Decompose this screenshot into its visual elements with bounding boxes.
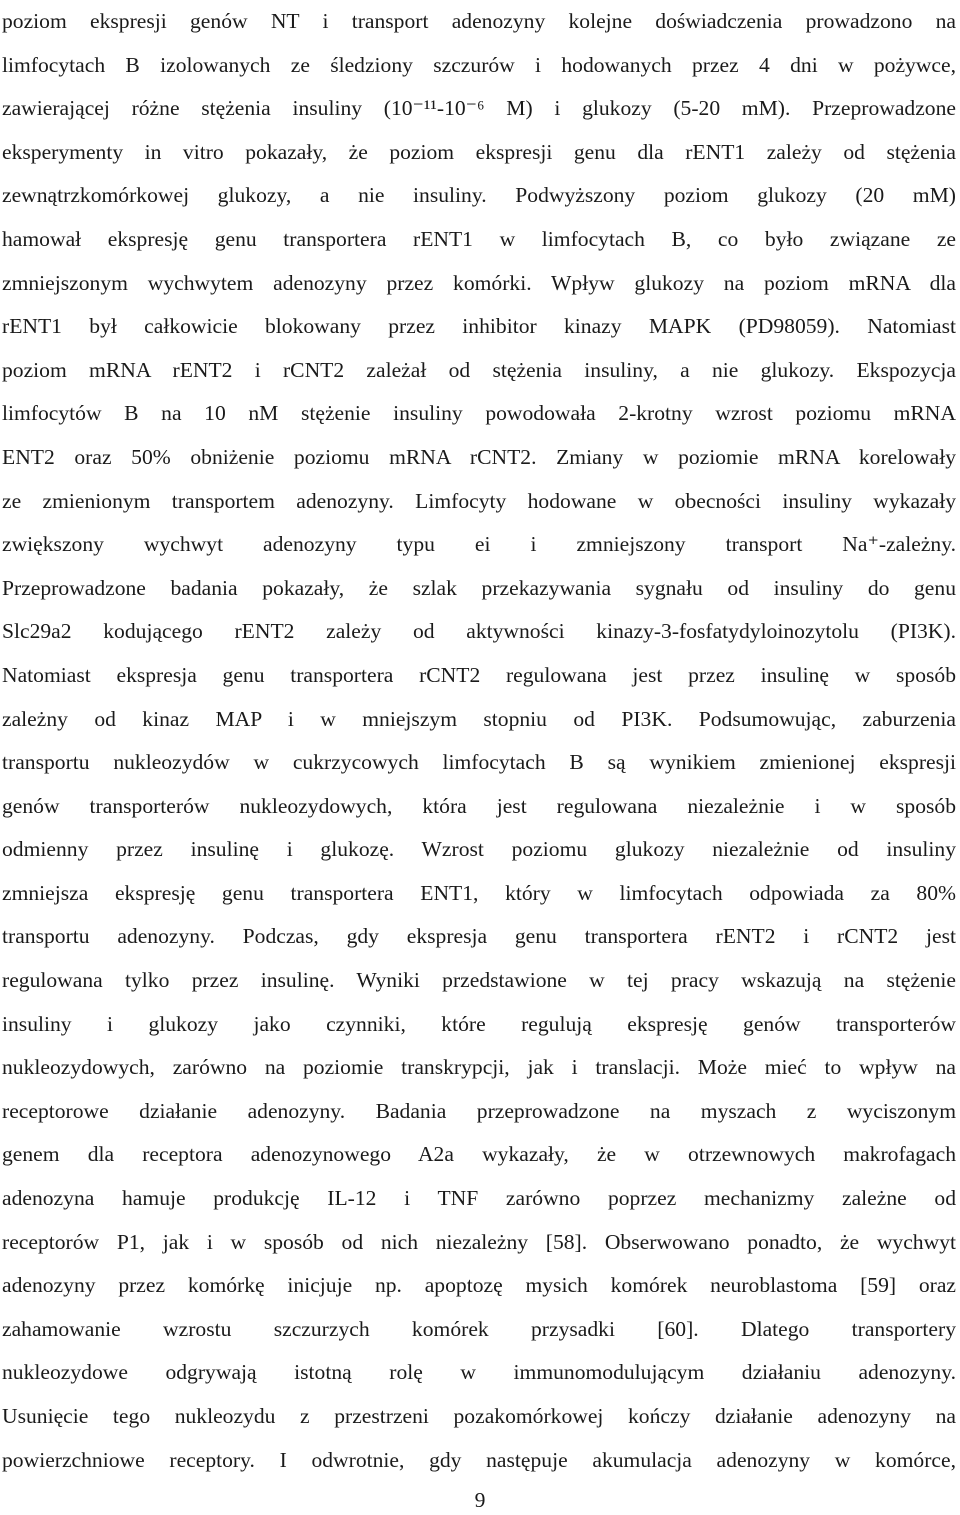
text-line: limfocytów B na 10 nM stężenie insuliny powodowała 2-krotny wzrost poziomu mRNA [2, 401, 956, 426]
text-line: poziom ekspresji genów NT i transport adenozyny kolejne doświadczenia prowadzono na [2, 9, 956, 33]
text-line: odmienny przez insulinę i glukozę. Wzrost poziomu glukozy niezależnie od insuliny [2, 837, 956, 862]
text-line: zahamowanie wzrostu szczurzych komórek przysadki [60]. Dlatego transportery [2, 1316, 956, 1341]
text-line: zawierającej różne stężenia insuliny (10⁻¹¹-10⁻⁶ M) i glukozy (5-20 mM). Przeprowadzone [2, 96, 956, 121]
text-line: zmniejsza ekspresję genu transportera ENT1, który w limfocytach odpowiada za 80% [2, 880, 956, 905]
text-line: Slc29a2 kodującego rENT2 zależy od aktywności kinazy-3-fosfatydyloinozytolu (PI3K). [2, 619, 956, 644]
text-line: adenozyny przez komórkę inicjuje np. apoptozę mysich komórek neuroblastoma [59] oraz [2, 1273, 956, 1298]
text-line: Przeprowadzone badania pokazały, że szlak przekazywania sygnału od insuliny do genu [2, 575, 956, 600]
text-line: insuliny i glukozy jako czynniki, które regulują ekspresję genów transporterów [2, 1011, 956, 1036]
text-line: eksperymenty in vitro pokazały, że poziom ekspresji genu dla rENT1 zależy od stężenia [2, 139, 956, 164]
text-line: rENT1 był całkowicie blokowany przez inhibitor kinazy MAPK (PD98059). Natomiast [2, 314, 956, 339]
text-line: zewnątrzkomórkowej glukozy, a nie insuliny. Podwyższony poziom glukozy (20 mM) [2, 183, 956, 208]
text-line: poziom mRNA rENT2 i rCNT2 zależał od stężenia insuliny, a nie glukozy. Ekspozycja [2, 357, 956, 382]
body-paragraph [2, 0, 956, 1482]
text-line: hamował ekspresję genu transportera rENT1 w limfocytach B, co było związane ze [2, 226, 956, 251]
text-line: limfocytach B izolowanych ze śledziony szczurów i hodowanych przez 4 dni w pożywce, [2, 52, 956, 77]
text-line: powierzchniowe receptory. I odwrotnie, gdy następuje akumulacja adenozyny w komórce, [2, 1447, 956, 1472]
text-line: regulowana tylko przez insulinę. Wyniki przedstawione w tej pracy wskazują na stężenie [2, 968, 956, 993]
text-line: receptorowe działanie adenozyny. Badania przeprowadzone na myszach z wyciszonym [2, 1098, 956, 1123]
text-line: adenozyna hamuje produkcję IL-12 i TNF zarówno poprzez mechanizmy zależne od [2, 1186, 956, 1211]
text-line: receptorów P1, jak i w sposób od nich niezależny [58]. Obserwowano ponadto, że wychwyt [2, 1229, 956, 1254]
text-line: zwiększony wychwyt adenozyny typu ei i zmniejszony transport Na⁺-zależny. [2, 532, 956, 557]
text-line: nukleozydowych, zarówno na poziomie transkrypcji, jak i translacji. Może mieć to wpływ na [2, 1055, 956, 1080]
text-line: zmniejszonym wychwytem adenozyny przez komórki. Wpływ glukozy na poziom mRNA dla [2, 270, 956, 295]
text-line: nukleozydowe odgrywają istotną rolę w immunomodulującym działaniu adenozyny. [2, 1360, 956, 1385]
text-line: Usunięcie tego nukleozydu z przestrzeni pozakomórkowej kończy działanie adenozyny na [2, 1404, 956, 1428]
page-number: 9 [474, 1488, 486, 1512]
text-line: ze zmienionym transportem adenozyny. Limfocyty hodowane w obecności insuliny wykazały [2, 488, 956, 513]
text-line: transportu nukleozydów w cukrzycowych limfocytach B są wynikiem zmienionej ekspresji [2, 750, 956, 775]
text-line: genem dla receptora adenozynowego A2a wykazały, że w otrzewnowych makrofagach [2, 1142, 956, 1167]
text-line: genów transporterów nukleozydowych, która jest regulowana niezależnie i w sposób [2, 793, 956, 818]
text-line: ENT2 oraz 50% obniżenie poziomu mRNA rCNT2. Zmiany w poziomie mRNA korelowały [2, 444, 956, 469]
text-line: Natomiast ekspresja genu transportera rCNT2 regulowana jest przez insulinę w sposób [2, 662, 956, 687]
text-line: transportu adenozyny. Podczas, gdy ekspresja genu transportera rENT2 i rCNT2 jest [2, 924, 956, 949]
text-line: zależny od kinaz MAP i w mniejszym stopniu od PI3K. Podsumowując, zaburzenia [2, 706, 956, 731]
